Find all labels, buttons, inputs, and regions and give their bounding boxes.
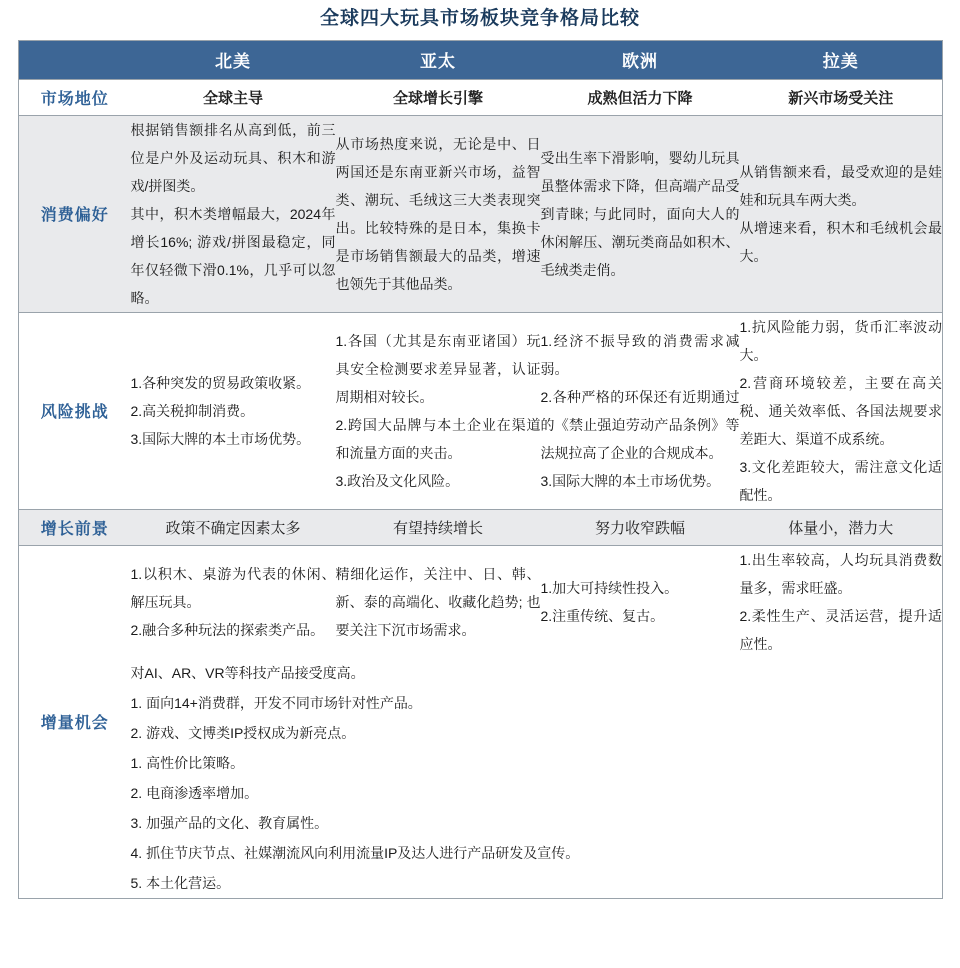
cell-risk-challenge-ap: 1.各国（尤其是东南亚诸国）玩具安全检测要求差异显著，认证周期相对较长。 2.跨国大品牌与本土企业在渠道和流量方面的夹击。 3.政治及文化风险。: [335, 332, 541, 489]
cell-growth-outlook-la: 体量小，潜力大: [788, 519, 894, 537]
cell-incremental-opportunity-ap: 精细化运作，关注中、日、韩、新、泰的高端化、收藏化趋势; 也要关注下沉市场需求。: [335, 565, 541, 638]
cell-consumer-preference-ap: 从市场热度来说，无论是中、日两国还是东南亚新兴市场，益智类、潮玩、毛绒这三大类表现突出。比较特殊的是日本，集换卡是市场销售额最大的品类，增速也领先于其他品类。: [335, 135, 541, 292]
cell-incremental-opportunity-tech-span: 对AI、AR、VR等科技产品接受度高。: [130, 664, 365, 681]
row-label-market-position: 市场地位: [40, 90, 109, 108]
header-region-europe: 欧洲: [541, 40, 740, 79]
cell-market-position-na: 全球主导: [202, 89, 263, 107]
comparison-table: [18, 40, 943, 899]
header-region-latin-america: 拉美: [740, 40, 943, 79]
cell-market-position-la: 新兴市场受关注: [788, 89, 894, 107]
cell-consumer-preference-na: 根据销售额排名从高到低，前三位是户外及运动玩具、积木和游戏/拼图类。 其中，积木类增幅最大，2024年增长16%; 游戏/拼图最稳定，同年仅轻微下滑0.1%，几乎可以忽略。: [130, 121, 336, 306]
cell-incremental-opportunity-eu: 1.加大可持续性投入。 2.注重传统、复古。: [540, 579, 679, 624]
cell-incremental-opportunity-la: 1.出生率较高，人均玩具消费数量多，需求旺盛。 2.柔性生产、灵活运营，提升适应性。: [739, 551, 942, 652]
cell-growth-outlook-na: 政策不确定因素太多: [165, 519, 301, 537]
table-header-row: [19, 40, 943, 79]
row-label-risk-challenge: 风险挑战: [40, 404, 109, 422]
cell-risk-challenge-la: 1.抗风险能力弱，货币汇率波动大。 2.营商环境较差，主要在高关税、通关效率低、各国法规要求差距大、渠道不成系统。 3.文化差距较大，需注意文化适配性。: [739, 318, 942, 503]
row-label-incremental-opportunity: 增量机会: [40, 715, 109, 733]
row-risk-challenge: [19, 312, 943, 509]
row-market-position: [19, 79, 943, 115]
cell-consumer-preference-eu: 受出生率下滑影响，婴幼儿玩具虽整体需求下降，但高端产品受到青睐; 与此同时，面向大人的休闲解压、潮玩类商品如积木、毛绒类走俏。: [540, 149, 740, 278]
row-incremental-opportunity-ip: [19, 688, 943, 748]
cell-incremental-opportunity-general-span: 1. 高性价比策略。 2. 电商渗透率增加。 3. 加强产品的文化、教育属性。 4. 抓住节庆节点、社媒潮流风向利用流量IP及达人进行产品研发及宣传。 5. 本土化营运。: [130, 754, 580, 891]
cell-risk-challenge-na: 1.各种突发的贸易政策收紧。 2.高关税抑制消费。 3.国际大牌的本土市场优势。: [130, 374, 311, 447]
cell-consumer-preference-la: 从销售额来看，最受欢迎的是娃娃和玩具车两大类。 从增速来看，积木和毛绒机会最大。: [739, 163, 942, 264]
row-growth-outlook: [19, 509, 943, 545]
cell-incremental-opportunity-ip-filler-la: [740, 688, 943, 748]
row-incremental-opportunity-tech: [19, 658, 943, 688]
cell-growth-outlook-eu: 努力收窄跌幅: [594, 519, 685, 537]
header-region-north-america: 北美: [131, 40, 336, 79]
cell-market-position-ap: 全球增长引擎: [392, 89, 483, 107]
row-incremental-opportunity: [19, 545, 943, 658]
cell-incremental-opportunity-tech-filler-eu: [541, 658, 740, 688]
row-consumer-preference: [19, 115, 943, 312]
page-title: 全球四大玩具市场板块竞争格局比较: [319, 8, 640, 29]
row-label-growth-outlook: 增长前景: [40, 520, 109, 538]
cell-incremental-opportunity-na: 1.以积木、桌游为代表的休闲、解压玩具。 2.融合多种玩法的探索类产品。: [130, 565, 336, 638]
header-region-asia-pacific: 亚太: [336, 40, 541, 79]
cell-growth-outlook-ap: 有望持续增长: [392, 519, 483, 537]
header-blank-cell: [19, 40, 131, 79]
cell-risk-challenge-eu: 1.经济不振导致的消费需求减弱。 2.各种严格的环保还有近期通过的《禁止强迫劳动产品条例》等法规拉高了企业的合规成本。 3.国际大牌的本土市场优势。: [540, 332, 740, 489]
cell-incremental-opportunity-ip-span: 1. 面向14+消费群，开发不同市场针对性产品。 2. 游戏、文博类IP授权成为新亮点。: [130, 694, 422, 741]
row-label-consumer-preference: 消费偏好: [40, 207, 109, 225]
cell-incremental-opportunity-tech-filler-la: [740, 658, 943, 688]
cell-market-position-eu: 成熟但活力下降: [587, 89, 693, 107]
row-incremental-opportunity-general: [19, 748, 943, 899]
